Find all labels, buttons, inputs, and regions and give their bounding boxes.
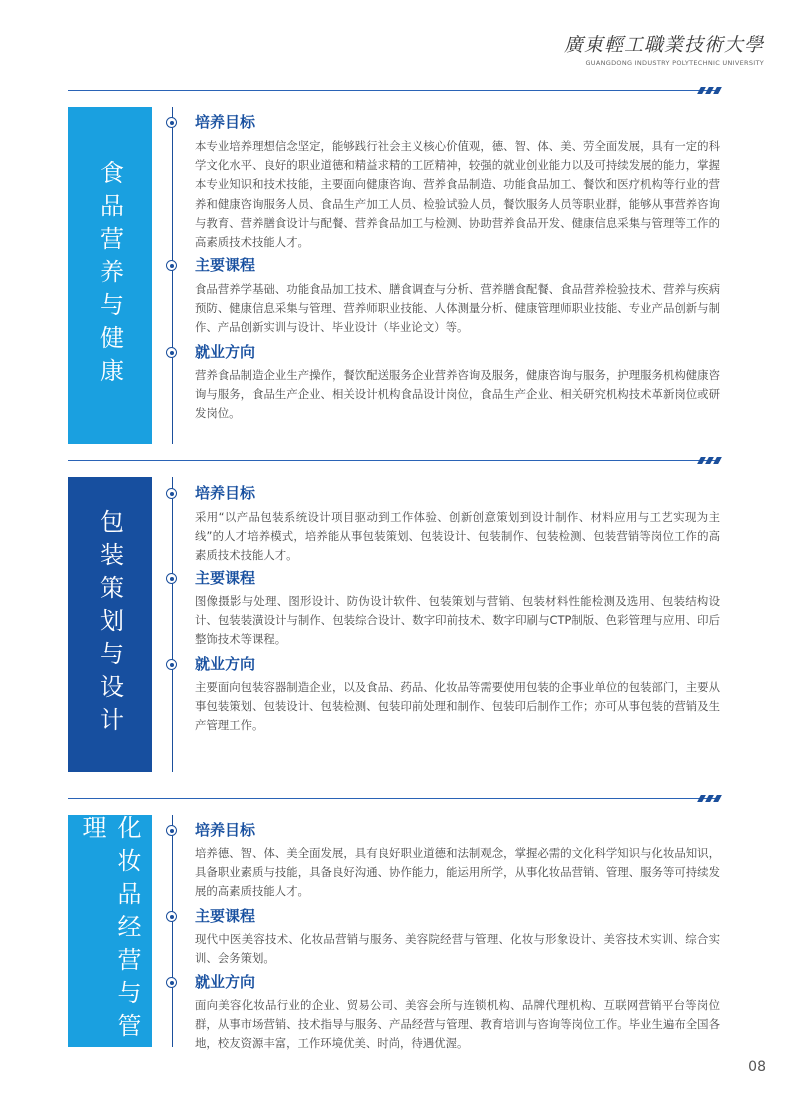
target-icon xyxy=(166,573,177,584)
paragraph-career-direction: 营养食品制造企业生产操作，餐饮配送服务企业营养咨询及服务，健康咨询与服务，护理服务机构健康咨询与服务，食品生产企业、相关设计机构食品设计岗位，食品生产企业、相关研究机构技术革新岗位或研发岗位。 xyxy=(195,368,720,421)
heading-training-goal: 培养目标 xyxy=(195,821,256,839)
page-number: 08 xyxy=(748,1059,766,1075)
target-icon xyxy=(166,347,177,358)
target-icon xyxy=(166,117,177,128)
target-icon xyxy=(166,659,177,670)
target-icon xyxy=(166,825,177,836)
stripes-decoration xyxy=(697,457,722,464)
paragraph-training-goal: 采用“以产品包装系统设计项目驱动到工作体验、创新创意策划到设计制作、材料应用与工艺实现为主线”的人才培养模式，培养能从事包装策划、包装设计、包装制作、包装检测、包装营销等岗位工作的高素质技术技能人才。 xyxy=(195,510,720,563)
section-divider xyxy=(68,90,720,91)
target-icon xyxy=(166,488,177,499)
section-title-text: 食品营养与健康 xyxy=(95,160,124,391)
paragraph-main-courses: 食品营养学基础、功能食品加工技术、膳食调查与分析、营养膳食配餐、食品营养检验技术、营养与疾病预防、健康信息采集与管理、营养师职业技能、人体测量分析、健康管理师职业技能、专业产品创新与制作、产品创新实训与设计、毕业设计（毕业论文）等。 xyxy=(195,282,720,335)
university-logo xyxy=(564,30,764,67)
heading-main-courses: 主要课程 xyxy=(195,256,256,274)
stripes-decoration xyxy=(697,795,722,802)
section-title-cosmetics-management xyxy=(68,815,152,1047)
section-title-packaging-design xyxy=(68,477,152,772)
target-icon xyxy=(166,260,177,271)
timeline-line xyxy=(172,815,173,1047)
paragraph-main-courses: 现代中医美容技术、化妆品营销与服务、美容院经营与管理、化妆与形象设计、美容技术实训、综合实训、会务策划。 xyxy=(195,932,720,966)
paragraph-training-goal: 本专业培养理想信念坚定，能够践行社会主义核心价值观，德、智、体、美、劳全面发展，具有一定的科学文化水平、良好的职业道德和精益求精的工匠精神，较强的就业创业能力以及可持续发展的能力，掌握本专业知识和技术技能，主要面向健康咨询、营养食品制造、功能食品加工、餐饮和医疗机构等行业的营养和健康咨询服务人员、食品生产加工人员、检验试验人员，餐饮服务人员等职业群，能够从事营养咨询与教育、营养膳食设计与配餐、营养食品加工与检测、协助营养食品开发、健康信息采集与管理等工作的高素质技术技能人才。 xyxy=(195,139,720,250)
paragraph-career-direction: 面向美容化妆品行业的企业、贸易公司、美容会所与连锁机构、品牌代理机构、互联网营销平台等岗位群，从事市场营销、技术指导与服务、产品经营与管理、教育培训与咨询等岗位工作。毕业生遍布全国各地，校友资源丰富，工作环境优美、时尚，待遇优渥。 xyxy=(195,998,720,1051)
section-title-food-nutrition xyxy=(68,107,152,444)
heading-career-direction: 就业方向 xyxy=(195,343,256,361)
timeline-line xyxy=(172,107,173,444)
heading-career-direction: 就业方向 xyxy=(195,973,256,991)
heading-main-courses: 主要课程 xyxy=(195,907,256,925)
paragraph-main-courses: 图像摄影与处理、图形设计、防伪设计软件、包装策划与营销、包装材料性能检测及选用、包装结构设计、包装装潢设计与制作、包装综合设计、数字印前技术、数字印刷与CTP制版、色彩管理与应用、印后整饰技术等课程。 xyxy=(195,594,720,647)
section-divider xyxy=(68,460,720,461)
heading-training-goal: 培养目标 xyxy=(195,113,256,131)
stripes-decoration xyxy=(697,87,722,94)
timeline-line xyxy=(172,477,173,772)
heading-training-goal: 培养目标 xyxy=(195,484,256,502)
paragraph-training-goal: 培养德、智、体、美全面发展，具有良好职业道德和法制观念，掌握必需的文化科学知识与化妆品知识，具备职业素质与技能，具备良好沟通、协作能力，能运用所学，从事化妆品营销、管理、服务等可持续发展的高素质技能人才。 xyxy=(195,846,720,899)
heading-main-courses: 主要课程 xyxy=(195,569,256,587)
logo-chinese: 廣東輕工職業技術大學 xyxy=(563,34,764,56)
section-divider xyxy=(68,798,720,799)
section-title-text: 包装策划与设计 xyxy=(95,509,124,740)
target-icon xyxy=(166,911,177,922)
section-title-text: 化妆品经营与管理 xyxy=(78,815,141,1046)
heading-career-direction: 就业方向 xyxy=(195,655,256,673)
paragraph-career-direction: 主要面向包装容器制造企业，以及食品、药品、化妆品等需要使用包装的企事业单位的包装部门，主要从事包装策划、包装设计、包装检测、包装印前处理和制作、包装印后制作工作；亦可从事包装的营销及生产管理工作。 xyxy=(195,680,720,733)
logo-english: GUANGDONG INDUSTRY POLYTECHNIC UNIVERSITY xyxy=(585,59,764,67)
target-icon xyxy=(166,977,177,988)
